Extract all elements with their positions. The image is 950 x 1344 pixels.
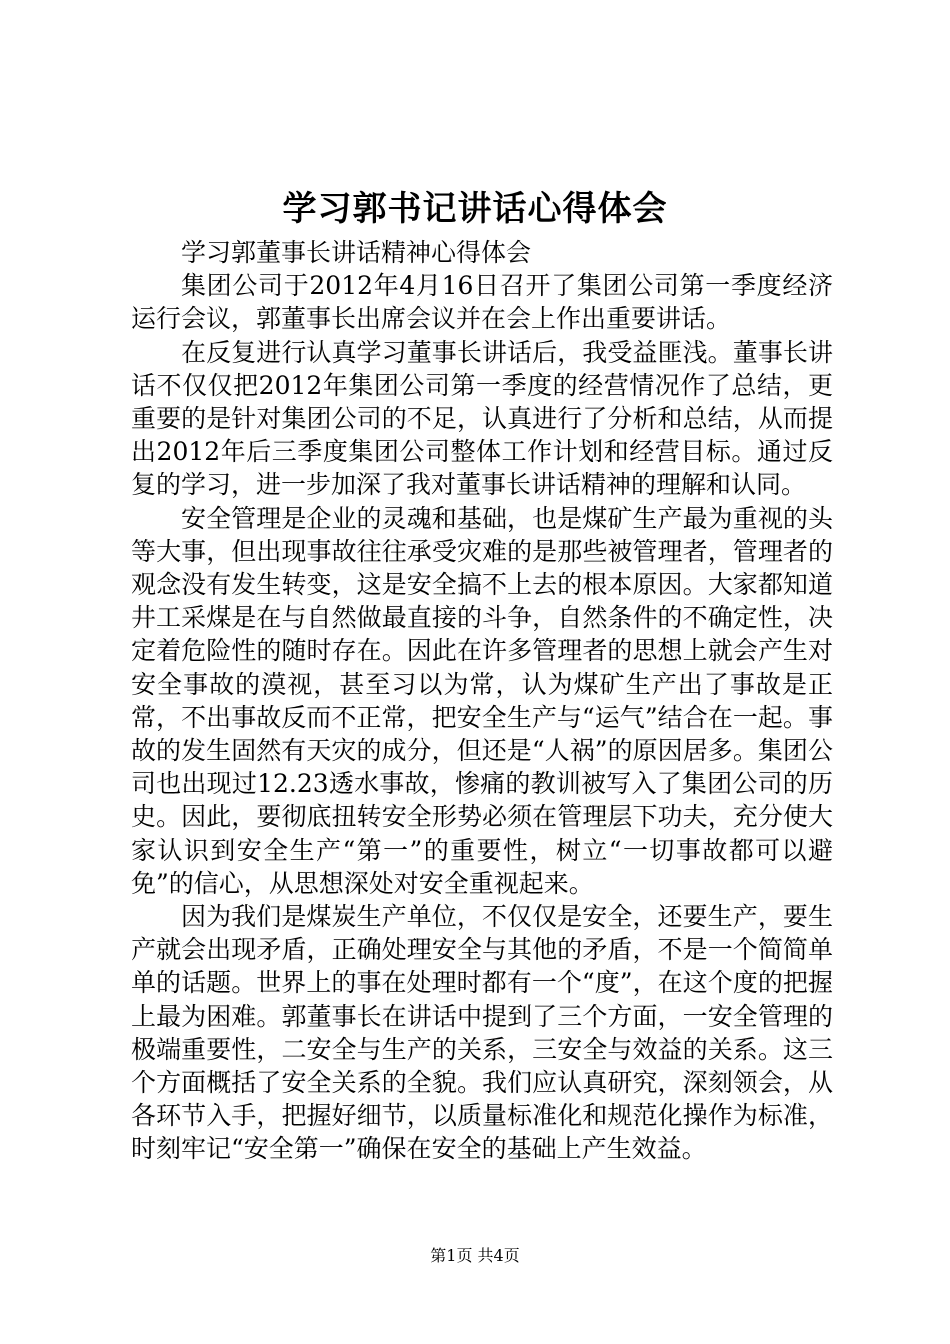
document-body	[131, 236, 833, 1166]
document-title: 学习郭书记讲话心得体会	[282, 189, 668, 229]
body-paragraph: 在反复进行认真学习董事长讲话后，我受益匪浅。董事长讲话不仅仅把2012年集团公司第一季度的经营情况作了总结，更重要的是针对集团公司的不足，认真进行了分析和总结，从而提出2012年后三季度集团公司整体工作计划和经营目标。通过反复的学习，进一步加深了我对董事长讲话精神的理解和认同。	[131, 337, 833, 500]
page-number-footer: 第1页 共4页	[430, 1246, 520, 1265]
body-paragraph: 因为我们是煤炭生产单位，不仅仅是安全，还要生产，要生产就会出现矛盾，正确处理安全与其他的矛盾，不是一个简简单单的话题。世界上的事在处理时都有一个“度”，在这个度的把握上最为困难。郭董事长在讲话中提到了三个方面，一安全管理的极端重要性，二安全与生产的关系，三安全与效益的关系。这三个方面概括了安全关系的全貌。我们应认真研究，深刻领会，从各环节入手，把握好细节，以质量标准化和规范化操作为标准，时刻牢记“安全第一”确保在安全的基础上产生效益。	[131, 902, 833, 1164]
body-paragraph: 安全管理是企业的灵魂和基础，也是煤矿生产最为重视的头等大事，但出现事故往往承受灾难的是那些被管理者，管理者的观念没有发生转变，这是安全搞不上去的根本原因。大家都知道井工采煤是在与自然做最直接的斗争，自然条件的不确定性，决定着危险性的随时存在。因此在许多管理者的思想上就会产生对安全事故的漠视，甚至习以为常，认为煤矿生产出了事故是正常，不出事故反而不正常，把安全生产与“运气”结合在一起。事故的发生固然有天灾的成分，但还是“人祸”的原因居多。集团公司也出现过12.23透水事故，惨痛的教训被写入了集团公司的历史。因此，要彻底扭转安全形势必须在管理层下功夫，充分使大家认识到安全生产“第一”的重要性，树立“一切事故都可以避免”的信心，从思想深处对安全重视起来。	[131, 503, 833, 898]
body-paragraph: 集团公司于2012年4月16日召开了集团公司第一季度经济运行会议，郭董事长出席会议并在会上作出重要讲话。	[131, 271, 833, 334]
subtitle-paragraph: 学习郭董事长讲话精神心得体会	[181, 238, 532, 267]
